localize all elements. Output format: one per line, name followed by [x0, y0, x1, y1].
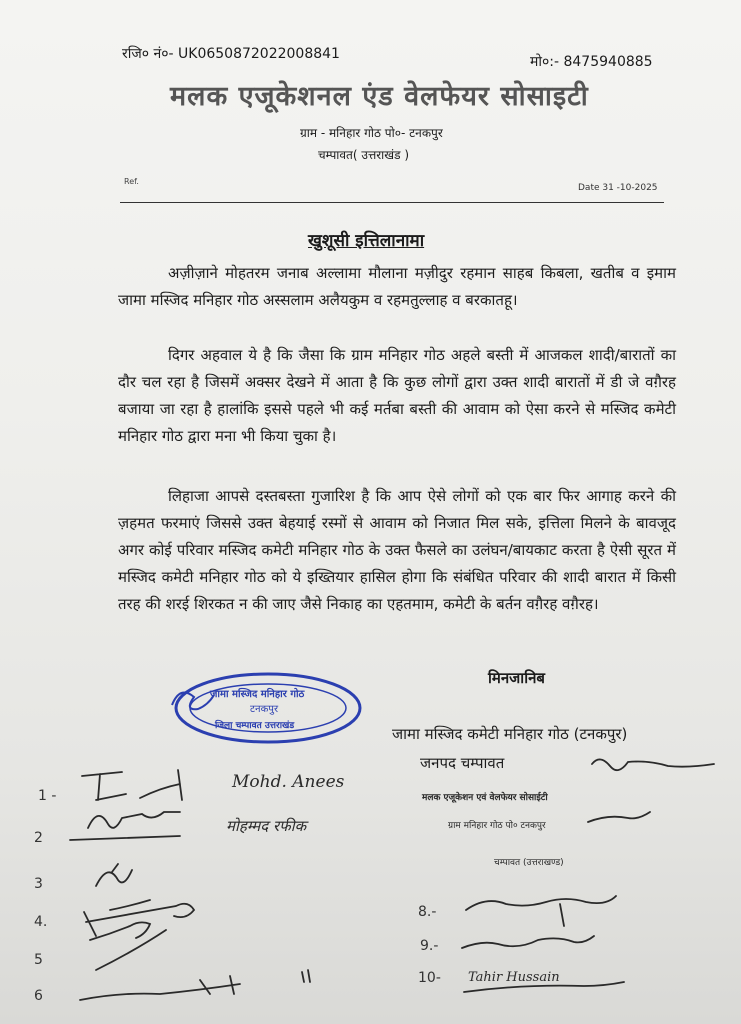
organization-name: मलक एजूकेशनल एंड वेलफेयर सोसाइटी	[170, 81, 589, 112]
seal-line-1: जामा मस्जिद मनिहार गोठ	[210, 689, 305, 700]
signature-number-3: 3	[34, 876, 43, 892]
mobile-number: मो०:- 8475940885	[530, 54, 653, 70]
sender-committee: जामा मस्जिद कमेटी मनिहार गोठ (टनकपुर)	[392, 725, 628, 743]
signature-name-tahir: Tahir Hussain	[468, 970, 560, 985]
paragraph-request: लिहाजा आपसे दस्तबस्ता गुजारिश है कि आप ऐसे लोगों को एक बार फिर आगाह करने की ज़हमत फरमाएं जिससे उक्त बेहयाई रस्मों से आवाम को निजात मिल सके, इत्तिला मिलने के बावजूद अगर कोई परिवार मस्जिद कमेटी मनिहार गोठ के उक्त फैसले का उलंघन/बायकाट करता है ऐसी सूरत में मस्जिद कमेटी मनिहार गोठ को ये इख्तियार हासिल होगा कि संबंधित परिवार की शादी बारात में किसी तरह की शरई शिरकत न की जाए जैसे निकाह का एहतमाम, कमेटी के बर्तन वग़ैरह वग़ैरह।	[118, 487, 676, 613]
signature-number-5: 5	[34, 952, 43, 968]
registration-number: रजि० नं०- UK0650872022008841	[122, 46, 340, 62]
paragraph-context: दिगर अहवाल ये है कि जैसा कि ग्राम मनिहार गोठ अहले बस्ती में आजकल शादी/बारातों का दौर चल रहा है जिसमें अक्सर देखने में आता है कि कुछ लोगों द्वारा उक्त शादी बारातों में डी जे वग़ैरह बजाया जा रहा है हालांकि इससे पहले भी कई मर्तबा बस्ती की आवाम को ऐसा करने से मस्जिद कमेटी मनिहार गोठ द्वारा मना भी किया चुका है।	[118, 346, 676, 445]
seal-line-3: जिला चम्पावत उत्तराखंड	[215, 721, 295, 731]
signature-number-9: 9.-	[420, 938, 439, 954]
address-line-2: चम्पावत( उत्तराखंड )	[318, 148, 409, 162]
signature-number-4: 4.	[34, 914, 48, 930]
sender-district: जनपद चम्पावत	[420, 754, 505, 772]
address-line-1: ग्राम - मनिहार गोठ पो०- टनकपुर	[300, 126, 443, 140]
paragraph-salutation: अज़ीज़ाने मोहतरम जनाब अल्लामा मौलाना मज़ीदुर रहमान साहब किबला, खतीब व इमाम जामा मस्जिद मनिहार गोठ अस्सलाम अलैयकुम व रहमतुल्लाह व बरकातहू।	[118, 264, 676, 309]
society-stamp-line-2: ग्राम मनिहार गोठ पो० टनकपुर	[448, 821, 546, 831]
ref-label: Ref.	[124, 177, 139, 186]
signature-number-2: 2	[34, 830, 43, 846]
signature-number-10: 10-	[418, 970, 441, 986]
signature-number-1: 1 -	[38, 788, 57, 804]
letter-date: Date 31 -10-2025	[578, 183, 658, 193]
signature-name-rafiq: मोहम्मद रफीक	[226, 817, 307, 835]
letter-heading: खुशूसी इत्तिलानामा	[308, 231, 425, 251]
society-stamp-line-1: मलक एजूकेशन एवं वेलफेयर सोसाईटी	[422, 793, 548, 803]
seal-line-2: टनकपुर	[250, 704, 279, 715]
signature-number-6: 6	[34, 988, 43, 1004]
closing-label: मिनजानिब	[488, 669, 545, 687]
signature-number-8: 8.-	[418, 904, 437, 920]
society-stamp-line-3: चम्पावत (उत्तराखण्ड)	[494, 858, 564, 868]
signature-name-anees: Mohd. Anees	[232, 772, 345, 792]
